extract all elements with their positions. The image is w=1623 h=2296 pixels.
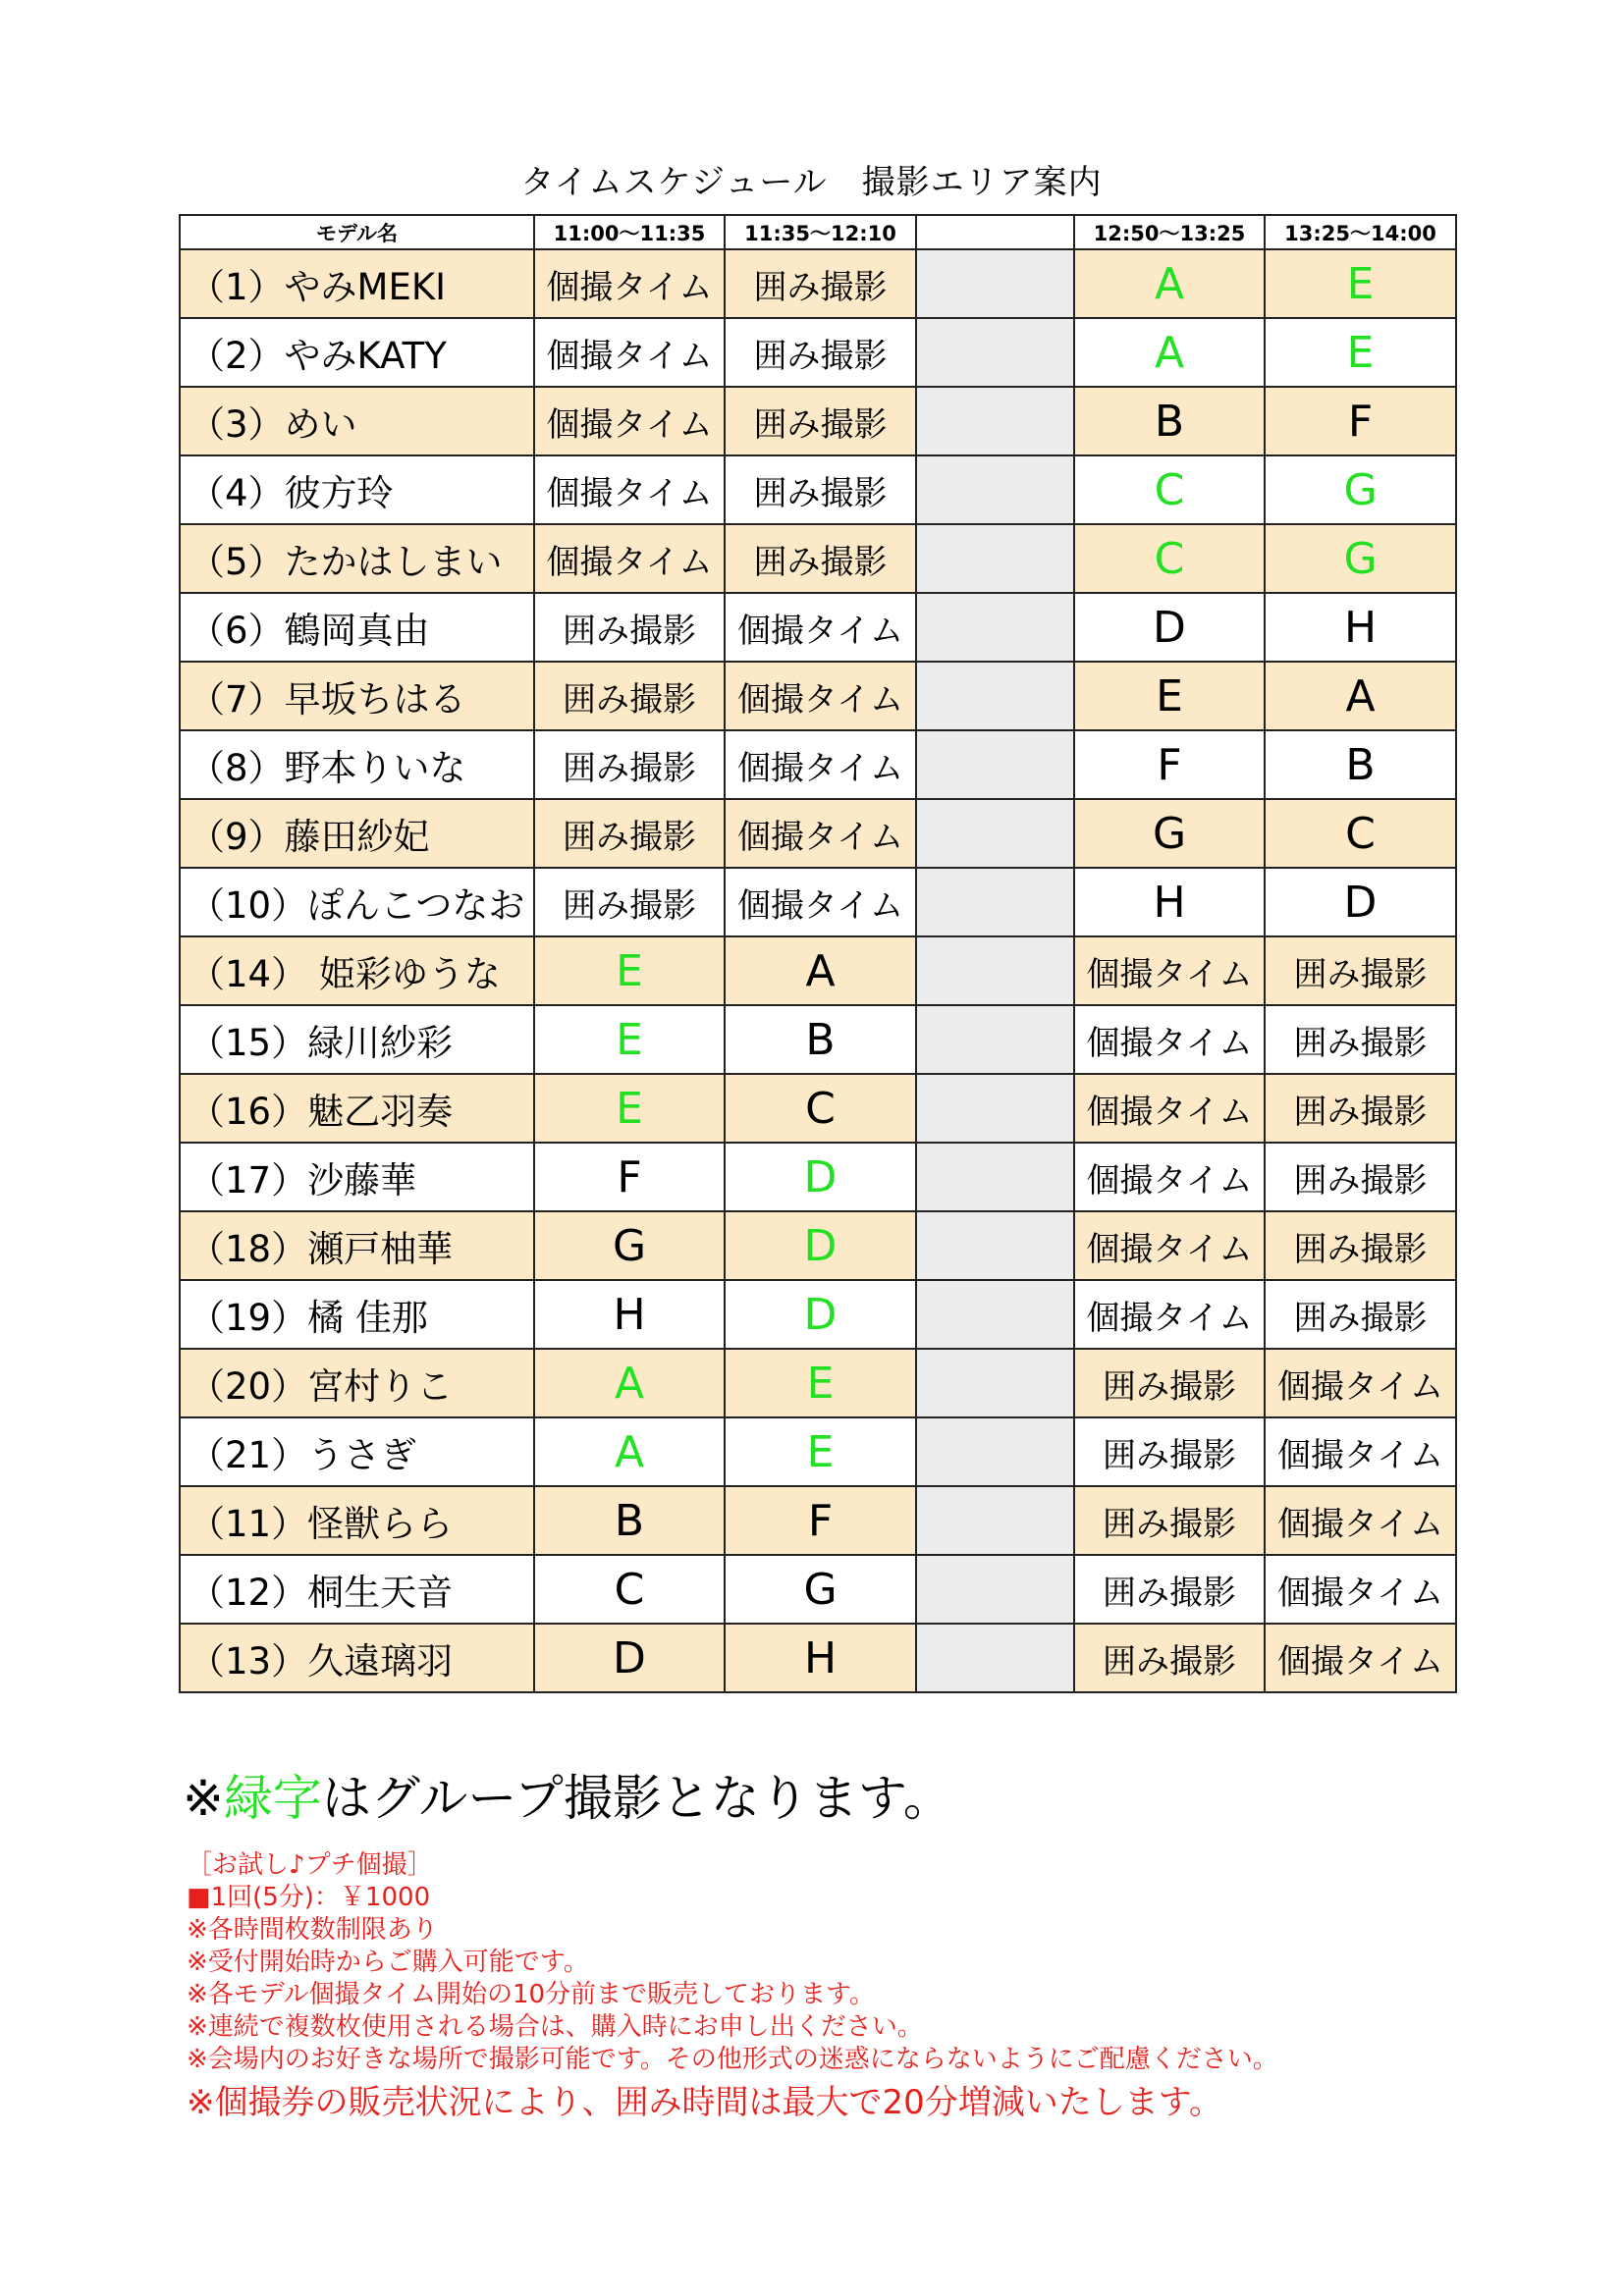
table-row bbox=[180, 318, 1456, 387]
break-cell bbox=[916, 1486, 1074, 1555]
area-cell: F bbox=[534, 1143, 725, 1211]
area-cell: F bbox=[1074, 730, 1265, 799]
activity-cell: 囲み撮影 bbox=[1265, 936, 1456, 1005]
activity-cell: 個撮タイム bbox=[534, 249, 725, 318]
area-cell: C bbox=[1074, 524, 1265, 593]
area-cell: B bbox=[1074, 387, 1265, 455]
table-row bbox=[180, 249, 1456, 318]
table-row bbox=[180, 868, 1456, 936]
table-row bbox=[180, 1486, 1456, 1555]
activity-cell: 囲み撮影 bbox=[1265, 1143, 1456, 1211]
activity-cell: 個撮タイム bbox=[725, 730, 916, 799]
area-cell: E bbox=[725, 1349, 916, 1417]
table-row bbox=[180, 1074, 1456, 1143]
schedule-table bbox=[179, 214, 1457, 1693]
activity-cell: 個撮タイム bbox=[1265, 1555, 1456, 1624]
group-note bbox=[183, 1759, 952, 1830]
table-row bbox=[180, 1143, 1456, 1211]
break-cell bbox=[916, 936, 1074, 1005]
area-cell: A bbox=[534, 1349, 725, 1417]
area-cell: A bbox=[1265, 662, 1456, 730]
area-cell: C bbox=[534, 1555, 725, 1624]
activity-cell: 囲み撮影 bbox=[1074, 1555, 1265, 1624]
model-name-cell: （1）やみMEKI bbox=[180, 249, 534, 318]
break-cell bbox=[916, 662, 1074, 730]
activity-cell: 囲み撮影 bbox=[725, 318, 916, 387]
area-cell: G bbox=[1265, 455, 1456, 524]
break-cell bbox=[916, 799, 1074, 868]
break-cell bbox=[916, 1005, 1074, 1074]
header-break bbox=[916, 215, 1074, 249]
break-cell bbox=[916, 1624, 1074, 1692]
break-cell bbox=[916, 1211, 1074, 1280]
model-name-cell: （9）藤田紗妃 bbox=[180, 799, 534, 868]
table-row bbox=[180, 1417, 1456, 1486]
activity-cell: 囲み撮影 bbox=[534, 662, 725, 730]
area-cell: D bbox=[725, 1280, 916, 1349]
area-cell: D bbox=[1265, 868, 1456, 936]
activity-cell: 囲み撮影 bbox=[1074, 1624, 1265, 1692]
info-line: ※連続で複数枚使用される場合は、購入時にお申し出ください。 bbox=[187, 2012, 923, 2042]
area-cell: A bbox=[1074, 318, 1265, 387]
area-cell: D bbox=[1074, 593, 1265, 662]
break-cell bbox=[916, 1143, 1074, 1211]
activity-cell: 個撮タイム bbox=[1074, 1280, 1265, 1349]
activity-cell: 囲み撮影 bbox=[534, 593, 725, 662]
area-cell: G bbox=[725, 1555, 916, 1624]
area-cell: G bbox=[534, 1211, 725, 1280]
area-cell: D bbox=[725, 1211, 916, 1280]
activity-cell: 個撮タイム bbox=[1265, 1349, 1456, 1417]
break-cell bbox=[916, 730, 1074, 799]
activity-cell: 囲み撮影 bbox=[1074, 1486, 1265, 1555]
model-name-cell: （6）鶴岡真由 bbox=[180, 593, 534, 662]
model-name-cell: （10）ぽんこつなお bbox=[180, 868, 534, 936]
header-slot-1: 11:00〜11:35 bbox=[534, 215, 725, 249]
table-row bbox=[180, 730, 1456, 799]
activity-cell: 個撮タイム bbox=[725, 868, 916, 936]
area-cell: E bbox=[534, 1074, 725, 1143]
break-cell bbox=[916, 318, 1074, 387]
model-name-cell: （4）彼方玲 bbox=[180, 455, 534, 524]
break-cell bbox=[916, 1555, 1074, 1624]
area-cell: E bbox=[534, 1005, 725, 1074]
model-name-cell: （11）怪獣らら bbox=[180, 1486, 534, 1555]
header-model-name: モデル名 bbox=[180, 215, 534, 249]
info-line: ［お試し♪プチ個撮］ bbox=[187, 1850, 433, 1880]
break-cell bbox=[916, 524, 1074, 593]
info-line: ■1回(5分)：￥1000 bbox=[187, 1883, 431, 1912]
activity-cell: 囲み撮影 bbox=[725, 249, 916, 318]
table-header-row bbox=[180, 215, 1456, 249]
break-cell bbox=[916, 868, 1074, 936]
info-line: ※会場内のお好きな場所で撮影可能です。その他形式の迷惑にならないようにご配慮ください。 bbox=[187, 2045, 1278, 2074]
activity-cell: 囲み撮影 bbox=[534, 799, 725, 868]
note-green-word: 緑字 bbox=[223, 1770, 322, 1827]
table-row bbox=[180, 593, 1456, 662]
activity-cell: 囲み撮影 bbox=[1265, 1074, 1456, 1143]
break-cell bbox=[916, 387, 1074, 455]
header-slot-3: 12:50〜13:25 bbox=[1074, 215, 1265, 249]
table-row bbox=[180, 1349, 1456, 1417]
table-row bbox=[180, 455, 1456, 524]
model-name-cell: （3）めい bbox=[180, 387, 534, 455]
area-cell: E bbox=[1074, 662, 1265, 730]
area-cell: C bbox=[1265, 799, 1456, 868]
break-cell bbox=[916, 455, 1074, 524]
break-cell bbox=[916, 593, 1074, 662]
model-name-cell: （13）久遠璃羽 bbox=[180, 1624, 534, 1692]
note-prefix: ※ bbox=[183, 1770, 224, 1827]
table-row bbox=[180, 1005, 1456, 1074]
table-row bbox=[180, 1211, 1456, 1280]
break-cell bbox=[916, 1349, 1074, 1417]
activity-cell: 囲み撮影 bbox=[1265, 1280, 1456, 1349]
page-title: タイムスケジュール 撮影エリア案内 bbox=[520, 163, 1103, 202]
break-cell bbox=[916, 1074, 1074, 1143]
activity-cell: 囲み撮影 bbox=[725, 455, 916, 524]
break-cell bbox=[916, 1280, 1074, 1349]
table-row bbox=[180, 524, 1456, 593]
area-cell: B bbox=[534, 1486, 725, 1555]
model-name-cell: （14） 姫彩ゆうな bbox=[180, 936, 534, 1005]
info-line: ※受付開始時からご購入可能です。 bbox=[187, 1948, 589, 1977]
activity-cell: 個撮タイム bbox=[1074, 1211, 1265, 1280]
activity-cell: 囲み撮影 bbox=[1074, 1417, 1265, 1486]
activity-cell: 個撮タイム bbox=[725, 662, 916, 730]
area-cell: A bbox=[1074, 249, 1265, 318]
model-name-cell: （2）やみKATY bbox=[180, 318, 534, 387]
info-line: ※各モデル個撮タイム開始の10分前まで販売しております。 bbox=[187, 1980, 875, 2009]
activity-cell: 個撮タイム bbox=[534, 524, 725, 593]
activity-cell: 個撮タイム bbox=[1265, 1624, 1456, 1692]
area-cell: B bbox=[1265, 730, 1456, 799]
activity-cell: 個撮タイム bbox=[1265, 1486, 1456, 1555]
area-cell: E bbox=[534, 936, 725, 1005]
area-cell: B bbox=[725, 1005, 916, 1074]
area-cell: H bbox=[725, 1624, 916, 1692]
model-name-cell: （15）緑川紗彩 bbox=[180, 1005, 534, 1074]
table-row bbox=[180, 799, 1456, 868]
activity-cell: 囲み撮影 bbox=[1265, 1211, 1456, 1280]
activity-cell: 個撮タイム bbox=[1074, 1074, 1265, 1143]
ticket-info bbox=[187, 1849, 1278, 2125]
activity-cell: 囲み撮影 bbox=[725, 387, 916, 455]
break-cell bbox=[916, 1417, 1074, 1486]
info-line: ※各時間枚数制限あり bbox=[187, 1915, 438, 1945]
activity-cell: 囲み撮影 bbox=[725, 524, 916, 593]
area-cell: C bbox=[725, 1074, 916, 1143]
model-name-cell: （19）橘 佳那 bbox=[180, 1280, 534, 1349]
area-cell: D bbox=[725, 1143, 916, 1211]
table-row bbox=[180, 662, 1456, 730]
model-name-cell: （8）野本りいな bbox=[180, 730, 534, 799]
break-cell bbox=[916, 249, 1074, 318]
area-cell: G bbox=[1265, 524, 1456, 593]
area-cell: G bbox=[1074, 799, 1265, 868]
model-name-cell: （17）沙藤華 bbox=[180, 1143, 534, 1211]
table-row bbox=[180, 936, 1456, 1005]
activity-cell: 囲み撮影 bbox=[1074, 1349, 1265, 1417]
activity-cell: 個撮タイム bbox=[534, 318, 725, 387]
model-name-cell: （18）瀬戸柚華 bbox=[180, 1211, 534, 1280]
model-name-cell: （21）うさぎ bbox=[180, 1417, 534, 1486]
header-slot-2: 11:35〜12:10 bbox=[725, 215, 916, 249]
activity-cell: 個撮タイム bbox=[1074, 1005, 1265, 1074]
table-row bbox=[180, 387, 1456, 455]
area-cell: E bbox=[1265, 249, 1456, 318]
model-name-cell: （20）宮村りこ bbox=[180, 1349, 534, 1417]
area-cell: C bbox=[1074, 455, 1265, 524]
activity-cell: 個撮タイム bbox=[1074, 1143, 1265, 1211]
model-name-cell: （5）たかはしまい bbox=[180, 524, 534, 593]
table-row bbox=[180, 1555, 1456, 1624]
area-cell: E bbox=[725, 1417, 916, 1486]
note-suffix: はグループ撮影となります。 bbox=[321, 1770, 952, 1827]
activity-cell: 囲み撮影 bbox=[1265, 1005, 1456, 1074]
header-slot-4: 13:25〜14:00 bbox=[1265, 215, 1456, 249]
model-name-cell: （12）桐生天音 bbox=[180, 1555, 534, 1624]
activity-cell: 個撮タイム bbox=[1074, 936, 1265, 1005]
activity-cell: 個撮タイム bbox=[534, 455, 725, 524]
model-name-cell: （7）早坂ちはる bbox=[180, 662, 534, 730]
activity-cell: 個撮タイム bbox=[725, 799, 916, 868]
area-cell: F bbox=[1265, 387, 1456, 455]
activity-cell: 囲み撮影 bbox=[534, 868, 725, 936]
area-cell: H bbox=[1265, 593, 1456, 662]
area-cell: H bbox=[1074, 868, 1265, 936]
area-cell: E bbox=[1265, 318, 1456, 387]
info-big-notice: ※個撮券の販売状況により、囲み時間は最大で20分増減いたします。 bbox=[187, 2083, 1223, 2122]
activity-cell: 個撮タイム bbox=[534, 387, 725, 455]
area-cell: H bbox=[534, 1280, 725, 1349]
activity-cell: 個撮タイム bbox=[725, 593, 916, 662]
area-cell: D bbox=[534, 1624, 725, 1692]
area-cell: A bbox=[534, 1417, 725, 1486]
activity-cell: 個撮タイム bbox=[1265, 1417, 1456, 1486]
area-cell: A bbox=[725, 936, 916, 1005]
model-name-cell: （16）魅乙羽奏 bbox=[180, 1074, 534, 1143]
activity-cell: 囲み撮影 bbox=[534, 730, 725, 799]
area-cell: F bbox=[725, 1486, 916, 1555]
table-row bbox=[180, 1624, 1456, 1692]
table-row bbox=[180, 1280, 1456, 1349]
